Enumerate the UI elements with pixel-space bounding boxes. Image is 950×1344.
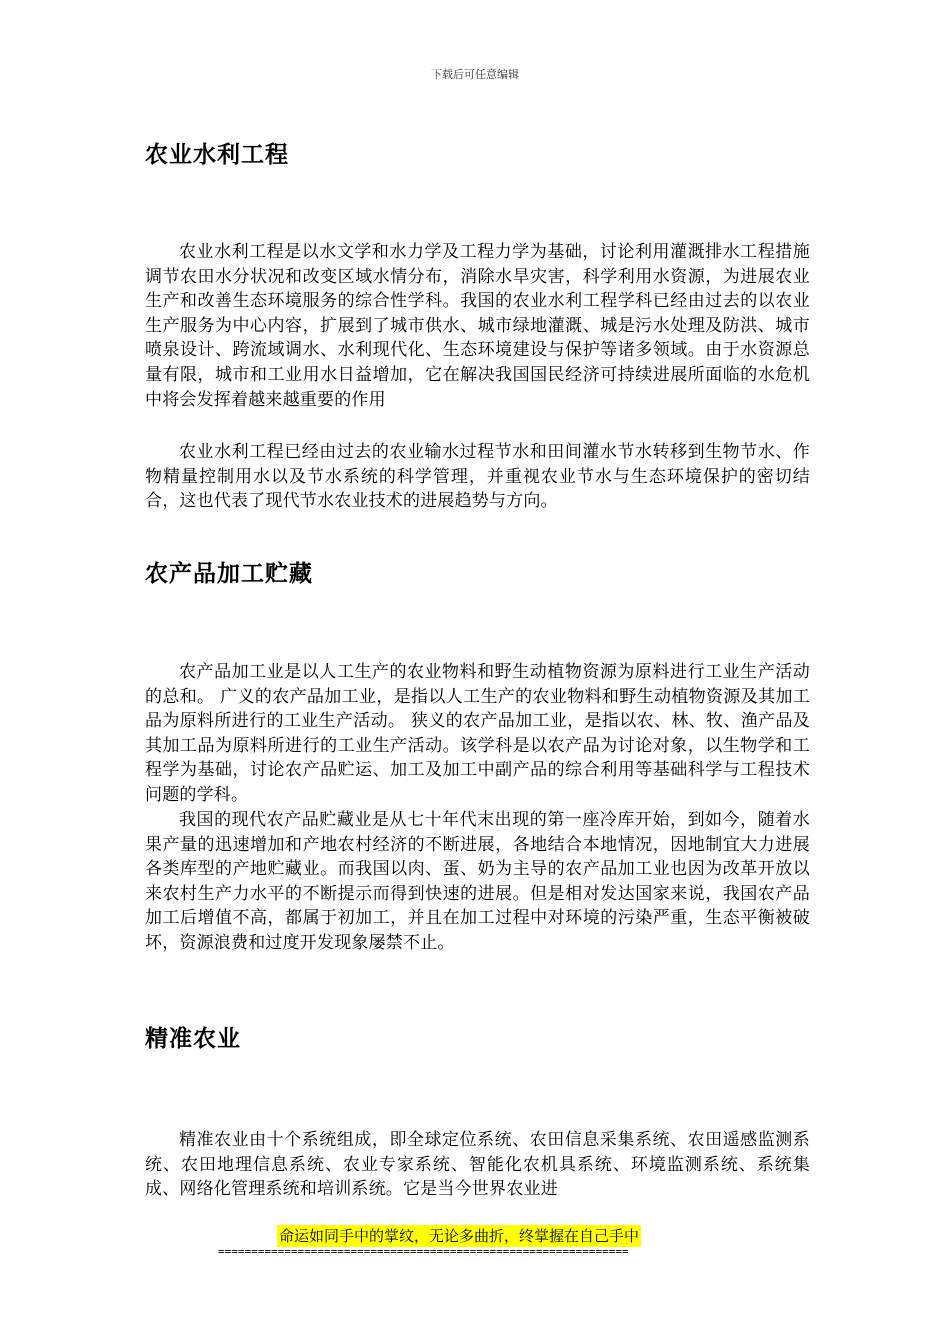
section-title-precision-agriculture: 精准农业 [145,1026,241,1052]
section-title-processing-storage: 农产品加工贮藏 [145,561,313,587]
section-title-water-engineering: 农业水利工程 [145,142,289,168]
footer-motto: 命运如同手中的掌纹，无论多曲折，终掌握在自己手中 [279,1227,640,1245]
paragraph: 我国的现代农产品贮藏业是从七十年代末出现的第一座冷库开始，到如今，随着水果产量的迅速增加和产地农村经济的不断进展，各地结合本地情况，因地制宜大力进展各类库型的产地贮藏业。而我国以肉、蛋、奶为主导的农产品加工业也因为改革开放以来农村生产力水平的不断提示而得到快速的进展。但是相对发达国家来说，我国农产品加工后增值不高，都属于初加工，并且在加工过程中对环境的污染严重，生态平衡被破坏，资源浪费和过度开发现象屡禁不止。 [145,810,810,953]
paragraph: 农业水利工程是以水文学和水力学及工程力学为基础，讨论利用灌溉排水工程措施调节农田水分状况和改变区域水情分布，消除水旱灾害，科学利用水资源，为进展农业生产和改善生态环境服务的综合性学科。我国的农业水利工程学科已经由过去的以农业生产服务为中心内容，扩展到了城市供水、城市绿地灌溉、城是污水处理及防洪、城市喷泉设计、跨流域调水、水利现代化、生态环境建设与保护等诸多领域。由于水资源总量有限，城市和工业用水日益增加，它在解决我国国民经济可持续进展所面临的水危机中将会发挥着越来越重要的作用 [145,242,810,410]
footer-divider: ============================================================== [218,1245,629,1258]
header-note: 下载后可任意编辑 [431,68,519,81]
paragraph: 农业水利工程已经由过去的农业输水过程节水和田间灌水节水转移到生物节水、作物精量控制用水以及节水系统的科学管理，并重视农业节水与生态环境保护的密切结合，这也代表了现代节水农业技术的进展趋势与方向。 [145,442,810,512]
paragraph: 农产品加工业是以人工生产的农业物料和野生动植物资源为原料进行工业生产活动的总和。 广义的农产品加工业，是指以人工生产的农业物料和野生动植物资源及其加工品为原料所进行的工业生产活动。 狭义的农产品加工业，是指以农、林、牧、渔产品及其加工品为原料所进行的工业生产活动。该学科是以农产品为讨论对象，以生物学和工程学为基础，讨论农产品贮运、加工及加工中副产品的综合利用等基础科学与工程技术问题的学科。 [145,662,810,805]
paragraph: 精准农业由十个系统组成，即全球定位系统、农田信息采集系统、农田遥感监测系统、农田地理信息系统、农业专家系统、智能化农机具系统、环境监测系统、系统集成、网络化管理系统和培训系统。它是当今世界农业进 [145,1130,810,1200]
